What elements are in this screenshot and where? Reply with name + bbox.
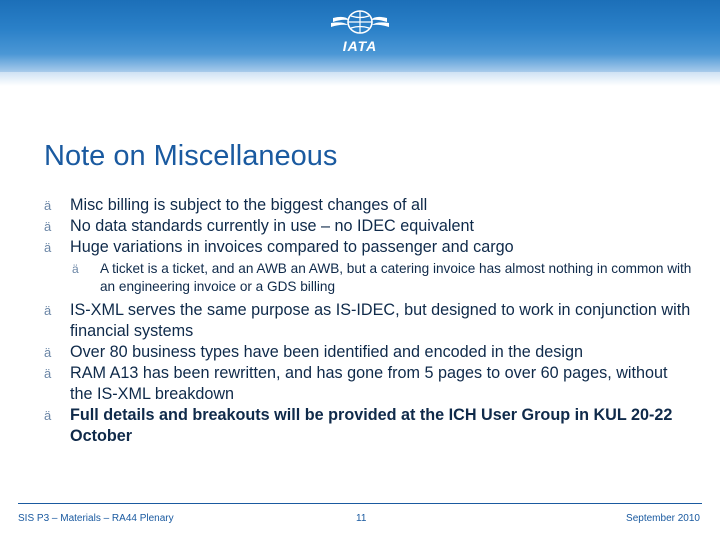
globe-icon xyxy=(329,8,391,42)
bullet-item-bold xyxy=(44,405,694,447)
sub-bullet-text: A ticket is a ticket, and an AWB an AWB, but a catering invoice has almost nothing in common with an engineering invoice or a GDS billing xyxy=(100,261,692,294)
bullet-arrow-icon: ä xyxy=(44,219,52,234)
footer-divider xyxy=(18,503,702,504)
footer-page-number: 11 xyxy=(356,513,367,524)
bullet-item xyxy=(44,216,694,237)
bullet-text: RAM A13 has been rewritten, and has gone from 5 pages to over 60 pages, without the IS-XML breakdown xyxy=(70,364,668,403)
bullet-arrow-icon: ä xyxy=(44,198,52,213)
bullet-text: Full details and breakouts will be provided at the ICH User Group in KUL 20-22 October xyxy=(70,406,673,445)
bullet-text: Misc billing is subject to the biggest changes of all xyxy=(70,196,428,214)
bullet-arrow-icon: ä xyxy=(44,345,52,360)
slide-title: Note on Miscellaneous xyxy=(44,140,338,172)
iata-logo xyxy=(329,8,391,58)
bullet-text: Over 80 business types have been identified and encoded in the design xyxy=(70,343,583,361)
sub-bullet-arrow-icon: ä xyxy=(72,262,79,276)
bullet-item xyxy=(44,363,694,405)
bullet-text: No data standards currently in use – no IDEC equivalent xyxy=(70,217,475,235)
bullet-item xyxy=(44,237,694,258)
bullet-list xyxy=(44,195,694,447)
sub-bullet-item xyxy=(72,260,694,296)
bullet-arrow-icon: ä xyxy=(44,240,52,255)
bullet-item xyxy=(44,300,694,342)
bullet-arrow-icon: ä xyxy=(44,408,52,423)
bullet-item xyxy=(44,195,694,216)
bullet-item xyxy=(44,342,694,363)
footer-presentation-name: SIS P3 – Materials – RA44 Plenary xyxy=(18,513,174,524)
bullet-arrow-icon: ä xyxy=(44,366,52,381)
bullet-text: IS-XML serves the same purpose as IS-IDEC, but designed to work in conjunction with financial systems xyxy=(70,301,691,340)
bullet-text: Huge variations in invoices compared to passenger and cargo xyxy=(70,238,514,256)
footer-date: September 2010 xyxy=(626,513,700,524)
header-fade xyxy=(0,72,720,86)
logo-wordmark: IATA xyxy=(342,38,378,54)
bullet-arrow-icon: ä xyxy=(44,303,52,318)
